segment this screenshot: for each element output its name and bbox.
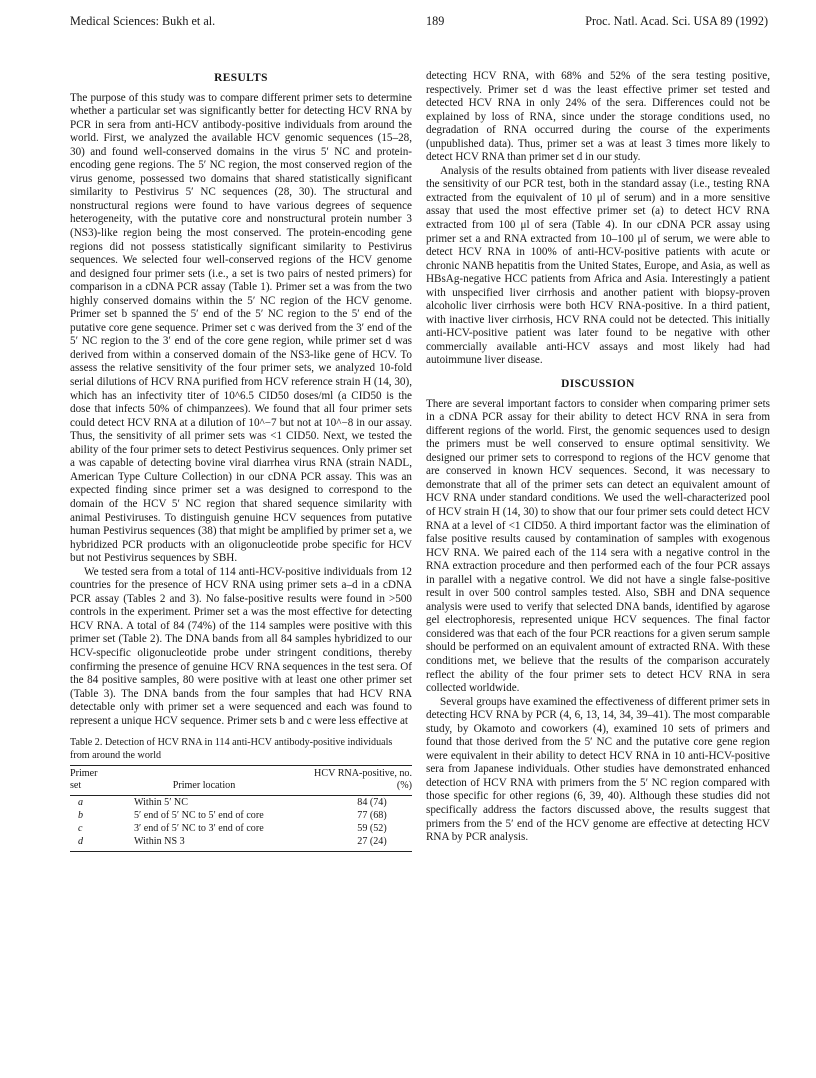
cell-primer-set: d xyxy=(70,835,106,852)
results-paragraph-4: Analysis of the results obtained from patients with liver disease revealed the sensitivity of our PCR test, both in the standard assay (i.e., testing RNA extracted from the equivalent of 10 μl of serum) and in a more sensitive assay that used the most effective primer set (a) to detect HCV RNA extracted from 100 μl of sera (Table 4). In our cDNA PCR assay using primer set a and RNA extracted from 10–100 μl of serum, we were able to detect HCV RNA in 100% of anti-HCV-positive patients with acute or chronic NANB hepatitis from the United States, Europe, and Asia, as well as HBsAg-negative HCC patients from Africa and Asia. Interestingly a patient with unspecified liver cirrhosis and another patient with biopsy-proven alcoholic liver cirrhosis were both HCV RNA-positive. In a third patient, with inactive liver cirrhosis, HCV RNA could not be detected. This initially anti-HCV-positive patient was later found to be negative with other commercially available anti-HCV assays and most likely had had autoimmune liver disease. xyxy=(426,164,770,367)
table-2 xyxy=(70,765,412,852)
cell-primer-location: 5′ end of 5′ NC to 5′ end of core xyxy=(134,809,264,821)
right-column xyxy=(426,70,770,845)
header-journal-section: Medical Sciences: Bukh et al. xyxy=(70,14,216,28)
discussion-heading: DISCUSSION xyxy=(561,378,635,391)
results-paragraph-2: We tested sera from a total of 114 anti-HCV-positive individuals from 12 countries for the presence of HCV RNA using primer sets a–d in a cDNA PCR assay (Tables 2 and 3). No false-positive results were found in >500 controls in the experiment. Primer set a was the most effective for detecting HCV RNA. A total of 84 (74%) of the 114 samples were positive with this primer set (Table 2). The DNA bands from all 84 samples hybridized to our HCV-specific oligonucleotide probe under stringent conditions, thereby confirming the presence of genuine HCV RNA sequences in the test sera. Of the 84 positive samples, 80 were positive with at least one other primer set (Table 3). The DNA bands from the four samples that had HCV RNA detectable only with primer set a were sequenced and each was found to represent a unique HCV sequence. Primer sets b and c were less effective at xyxy=(70,565,412,727)
cell-hcv-rna-positive: 27 (24) xyxy=(302,835,412,852)
left-column xyxy=(70,72,412,852)
cell-primer-location: Within 5′ NC xyxy=(134,796,188,808)
cell-primer-set: c xyxy=(78,822,83,834)
column-header-primer-set: Primer set xyxy=(70,765,106,795)
cell-hcv-rna-positive: 59 (52) xyxy=(357,822,387,834)
table-row xyxy=(70,835,412,852)
cell-hcv-rna-positive: 77 (68) xyxy=(357,809,387,821)
discussion-paragraph-2: Several groups have examined the effectiveness of different primer sets in detecting HCV RNA by PCR (4, 6, 13, 14, 34, 39–41). The most comparable study, by Okamoto and coworkers (4), examined 10 sets of primers and found that those derived from the 5′ NC and the putative core gene region were equivalent in their ability to detect HCV RNA in 10 anti-HCV-positive sera from Japanese individuals. Other studies have demonstrated enhanced detection of HCV RNA with primers from the 5′ NC region compared with those specific for other regions (6, 39, 40). Although these studies did not specifically address the factors discussed above, the results suggest that primers from the 5′ end of the HCV genome are effective at detecting HCV RNA by PCR analysis. xyxy=(426,695,770,844)
page-number: 189 xyxy=(426,14,445,28)
table-header-row xyxy=(70,765,412,795)
cell-primer-location: 3′ end of 5′ NC to 3′ end of core xyxy=(134,822,264,834)
results-paragraph-3: detecting HCV RNA, with 68% and 52% of the sera testing positive, respectively. Primer set d was the least effective primer set tested and detected HCV RNA in only 24% of the sera. Differences could not be explained by loss of RNA, since under the storage conditions used, no degradation of RNA occurred during the course of the experiments (unpublished data). Thus, primer set a was at least 3 times more likely to detect HCV RNA than primer set d in our study. xyxy=(426,70,770,164)
table-row xyxy=(70,795,412,809)
cell-primer-location: Within NS 3 xyxy=(106,835,302,852)
table-row xyxy=(70,809,412,822)
cell-primer-set: b xyxy=(78,809,84,821)
column-header-hcv-rna-positive: HCV RNA-positive, no. (%) xyxy=(302,765,412,795)
table-2-caption: Table 2. Detection of HCV RNA in 114 anti-HCV antibody-positive individuals from around the world xyxy=(70,737,393,761)
table-row xyxy=(70,822,412,835)
results-heading: RESULTS xyxy=(214,72,268,84)
header-citation: Proc. Natl. Acad. Sci. USA 89 (1992) xyxy=(585,14,768,28)
cell-hcv-rna-positive: 84 (74) xyxy=(357,796,387,808)
cell-primer-set: a xyxy=(78,796,84,808)
column-header-primer-location: Primer location xyxy=(106,765,302,795)
running-header xyxy=(70,14,768,34)
discussion-paragraph-1: There are several important factors to consider when comparing primer sets in a cDNA PCR assay for their ability to detect HCV RNA in sera from different regions of the world. First, the genomic sequences used to design the primers must be well conserved to ensure optimal sensitivity. We designed our primer sets to correspond to regions of the HCV genome that are conserved in known HCV sequences. Second, it was necessary to demonstrate that all of the primer sets can detect an equivalent amount of HCV RNA under standard conditions. We used the well-characterized pool of HCV strain H (14, 30) to show that our four primer sets could detect HCV RNA at a level of <1 CID50. A third important factor was the elimination of false positive results caused by contamination of samples with exogenous HCV RNA. We paired each of the 114 sera with a negative control in the RNA extraction procedure and then performed each of the four PCR assays in parallel with a negative control. We did not have a single false-positive result in over 500 control samples tested. Also, SBH and DNA sequence analysis were used to verify that selected DNA bands, identified by agarose gel electrophoresis, represented unique HCV sequences. The final factor considered was that each of the four PCR reactions for a given serum sample should be performed on an equivalent amount of extracted RNA. With these conditions met, we believe that the results of the comparison accurately reflect the ability of the four primer sets to detect HCV RNA in sera collected worldwide. xyxy=(426,397,770,695)
results-paragraph-1: The purpose of this study was to compare different primer sets to determine whether a particular set was significantly better for detecting HCV RNA by PCR in sera from anti-HCV antibody-positive individuals from around the world. First, we analyzed the available HCV genomic sequences (15–28, 30) and found well-conserved domains in the virus 5′ NC and protein-encoding gene regions. The 5′ NC region, the most conserved region of the virus genome, possessed two domains that shared statistically significant similarity to Pestivirus 5′ NC sequences (28, 30). The structural and nonstructural regions were found to have various degrees of sequence heterogeneity, with the putative core and nonstructural protein number 3 (NS3)-like region being the most conserved. The protein-encoding gene regions did not possess statistically significant similarity to Pestivirus sequences. We selected four well-conserved regions of the HCV genome and designed four primer sets (i.e., a set is two pairs of nested primers) for comparison in a cDNA PCR assay (Table 1). Primer set a was from the two highly conserved domains within the 5′ NC region of the HCV genome. Primer set b spanned the 5′ end of the 5′ NC region to the 5′ end of the putative core gene sequence. Primer set c was derived from the 3′ end of the 5′ NC region to the 3′ end of the core gene region, while primer set d was derived from within a conserved domain of the NS3-like gene of HCV. To assess the relative sensitivity of the four primer sets, we analyzed 10-fold serial dilutions of HCV RNA purified from HCV reference strain H (14, 30), which has an infectivity titer of 10^6.5 CID50 doses/ml (a CID50 is the dose that infects 50% of chimpanzees). We found that all four primer sets could detect HCV RNA at a dilution of 10^−7 but not at 10^−8 in our assay. Thus, the sensitivity of all primer sets was <1 CID50. Next, we tested the ability of the four primer sets to detect Pestivirus sequences. Only primer set a was capable of detecting bovine viral diarrhea virus RNA (strain NADL, American Type Culture Collection) in our cDNA PCR assay. This was an expected finding since primer set a was designed to correspond to the domain of the HCV 5′ NC region that shared sequence similarity with animal Pestiviruses. To distinguish genuine HCV sequences from putative human Pestivirus sequences (38) that might be amplified by primer set a, we hybridized PCR products with an oligonucleotide probe specific for HCV but not Pestivirus sequences by SBH. xyxy=(70,91,412,565)
